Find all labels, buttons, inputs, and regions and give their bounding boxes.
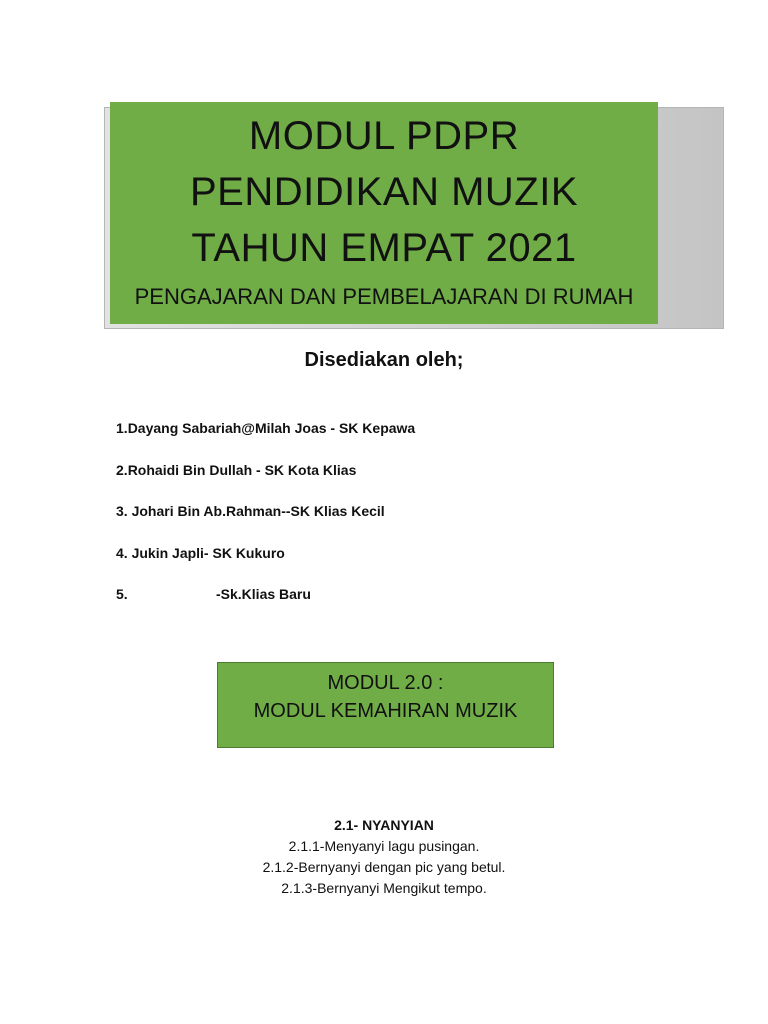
section-item: 2.1.3-Bernyanyi Mengikut tempo. <box>281 880 487 896</box>
section-item: 2.1.1-Menyanyi lagu pusingan. <box>288 838 480 854</box>
module-banner <box>217 662 554 748</box>
subtitle: PENGAJARAN DAN PEMBELAJARAN DI RUMAH <box>134 284 634 309</box>
author-number: 5. <box>116 586 128 602</box>
title-line-3: TAHUN EMPAT 2021 <box>191 226 577 270</box>
author-number: 1. <box>116 420 128 436</box>
author-text: Johari Bin Ab.Rahman--SK Klias Kecil <box>131 503 385 519</box>
module-title: MODUL KEMAHIRAN MUZIK <box>253 700 518 722</box>
module-number: MODUL 2.0 : <box>327 672 444 694</box>
author-item <box>116 541 636 565</box>
author-item <box>116 416 636 440</box>
prepared-by-heading: Disediakan oleh; <box>304 349 464 371</box>
author-text: Jukin Japli- SK Kukuro <box>131 544 285 561</box>
section-nyanyian <box>0 814 768 899</box>
author-text: -Sk.Klias Baru <box>216 586 311 602</box>
author-number: 3. <box>116 503 128 519</box>
title-line-1: MODUL PDPR <box>248 114 520 158</box>
author-item <box>116 582 636 606</box>
author-text: Rohaidi Bin Dullah - SK Kota Klias <box>127 461 357 478</box>
section-item: 2.1.2-Bernyanyi dengan pic yang betul. <box>262 859 506 875</box>
author-text: Dayang Sabariah@Milah Joas - SK Kepawa <box>127 420 416 436</box>
author-item <box>116 458 636 482</box>
author-item <box>116 499 636 523</box>
title-line-2: PENDIDIKAN MUZIK <box>189 170 579 214</box>
author-list <box>116 416 636 624</box>
author-number: 2. <box>116 461 128 478</box>
section-title: 2.1- NYANYIAN <box>334 817 434 833</box>
title-banner <box>110 102 658 324</box>
author-number: 4. <box>116 544 128 561</box>
